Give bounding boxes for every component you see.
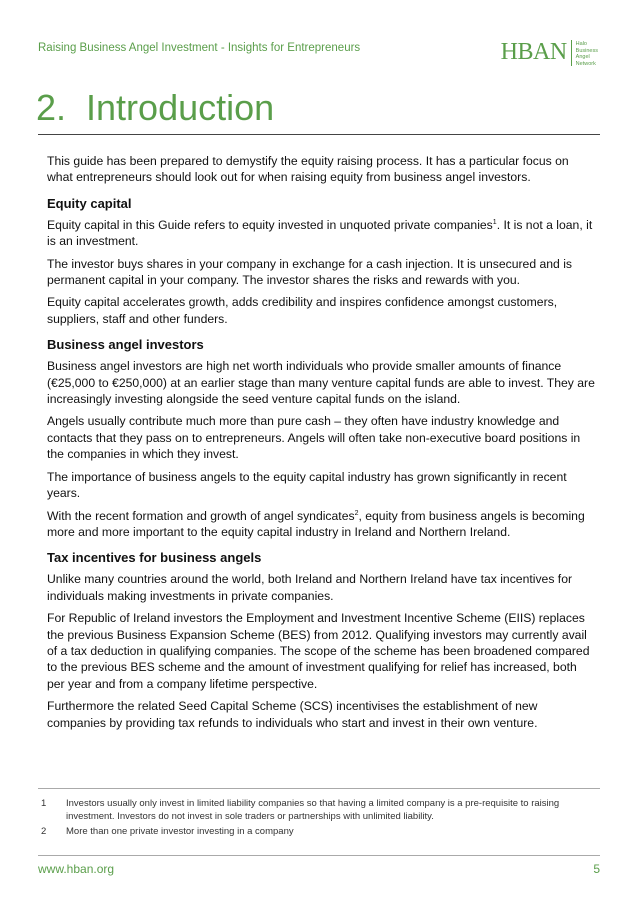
logo-wordmark [576, 40, 598, 67]
body-content [47, 153, 595, 737]
footnote-divider [38, 788, 600, 789]
footer-website-link[interactable]: www.hban.org [38, 862, 115, 876]
section-title: Introduction [86, 87, 275, 128]
angels-paragraph-1: Business angel investors are high net worth individuals who provide smaller amounts of finance (€25,000 to €250,000) at an earlier stage than many venture capital funds are able to invest. They are increasingly investing alongside the seed venture capital funds on the island. [47, 359, 595, 407]
page-number: 5 [593, 862, 600, 876]
footnote-number: 2 [41, 826, 47, 837]
footnote-2 [38, 825, 598, 838]
logo-mark: HBAN [500, 39, 567, 65]
footnote-1 [38, 797, 598, 823]
angels-paragraph-4 [47, 508, 595, 541]
footnote-ref-1[interactable]: 1 [492, 218, 497, 226]
footnote-text: More than one private investor investing in a company [66, 826, 294, 837]
logo-word: Network [575, 60, 596, 67]
footnote-ref-2[interactable]: 2 [354, 509, 359, 517]
logo-separator [571, 40, 572, 66]
equity-paragraph-2: The investor buys shares in your company in exchange for a cash injection. It is unsecured and is permanent capital in your company. The investor shares the risks and rewards with you. [47, 256, 573, 288]
equity-paragraph-3: Equity capital accelerates growth, adds credibility and inspires confidence amongst customers, suppliers, staff and other funders. [47, 295, 558, 326]
tax-paragraph-3: Furthermore the related Seed Capital Scheme (SCS) incentivises the establishment of new companies by providing tax refunds to individuals who start and invest in their own venture. [47, 699, 538, 730]
section-number: 2. [36, 87, 67, 128]
angels-paragraph-2: Angels usually contribute much more than pure cash – they often have industry knowledge and contacts that they pass on to entrepreneurs. Angels will often take non-executive board positions in the companies in which they invest. [47, 414, 581, 462]
paragraph-text: With the recent formation and growth of angel syndicates [47, 508, 355, 523]
footnote-number: 1 [41, 798, 47, 809]
equity-paragraph-1 [47, 217, 595, 250]
running-header-title: Raising Business Angel Investment - Insights for Entrepreneurs [38, 42, 361, 54]
business-angel-investors-heading: Business angel investors [47, 337, 204, 353]
equity-capital-heading: Equity capital [47, 195, 132, 211]
footnote-text: Investors usually only invest in limited liability companies so that having a limited company is a pre-requisite to raising investment. Investors do not invest in sole traders or partnerships with unlimited liability. [66, 798, 560, 822]
tax-paragraph-2: For Republic of Ireland investors the Employment and Investment Incentive Scheme (EIIS) replaces the previous Business Expansion Scheme (BES) from 2012. Qualifying investors may currently avail of a tax deduction in qualifying companies. The scope of the scheme has been broadened compared to the previous BES scheme and the amount of investment qualifying for relief has increased, both per year and from a company lifetime perspective. [47, 611, 590, 691]
footnotes [38, 797, 598, 840]
footer-divider [38, 855, 600, 856]
paragraph-text: , equity from business angels is becoming more and more important to the equity capital industry in Ireland and Northern Ireland. [47, 508, 585, 539]
tax-paragraph-1: Unlike many countries around the world, both Ireland and Northern Ireland have tax incentives for individuals making investments in private companies. [47, 572, 573, 603]
tax-incentives-heading: Tax incentives for business angels [47, 550, 262, 566]
hban-logo [501, 40, 598, 67]
heading-divider [38, 134, 600, 135]
intro-paragraph: This guide has been prepared to demystify the equity raising process. It has a particular focus on what entrepreneurs should look out for when raising equity from business angel investors. [47, 154, 569, 185]
section-heading [36, 86, 274, 130]
logo-word: Angel [575, 54, 590, 60]
paragraph-text: Equity capital in this Guide refers to equity invested in unquoted private companies [47, 217, 493, 232]
logo-word: Halo [575, 41, 587, 47]
paragraph-text: . It is not a loan, it is an investment. [47, 217, 593, 249]
angels-paragraph-3: The importance of business angels to the equity capital industry has grown significantly in recent years. [47, 469, 567, 501]
logo-word: Business [575, 47, 598, 54]
page-header [38, 40, 598, 70]
